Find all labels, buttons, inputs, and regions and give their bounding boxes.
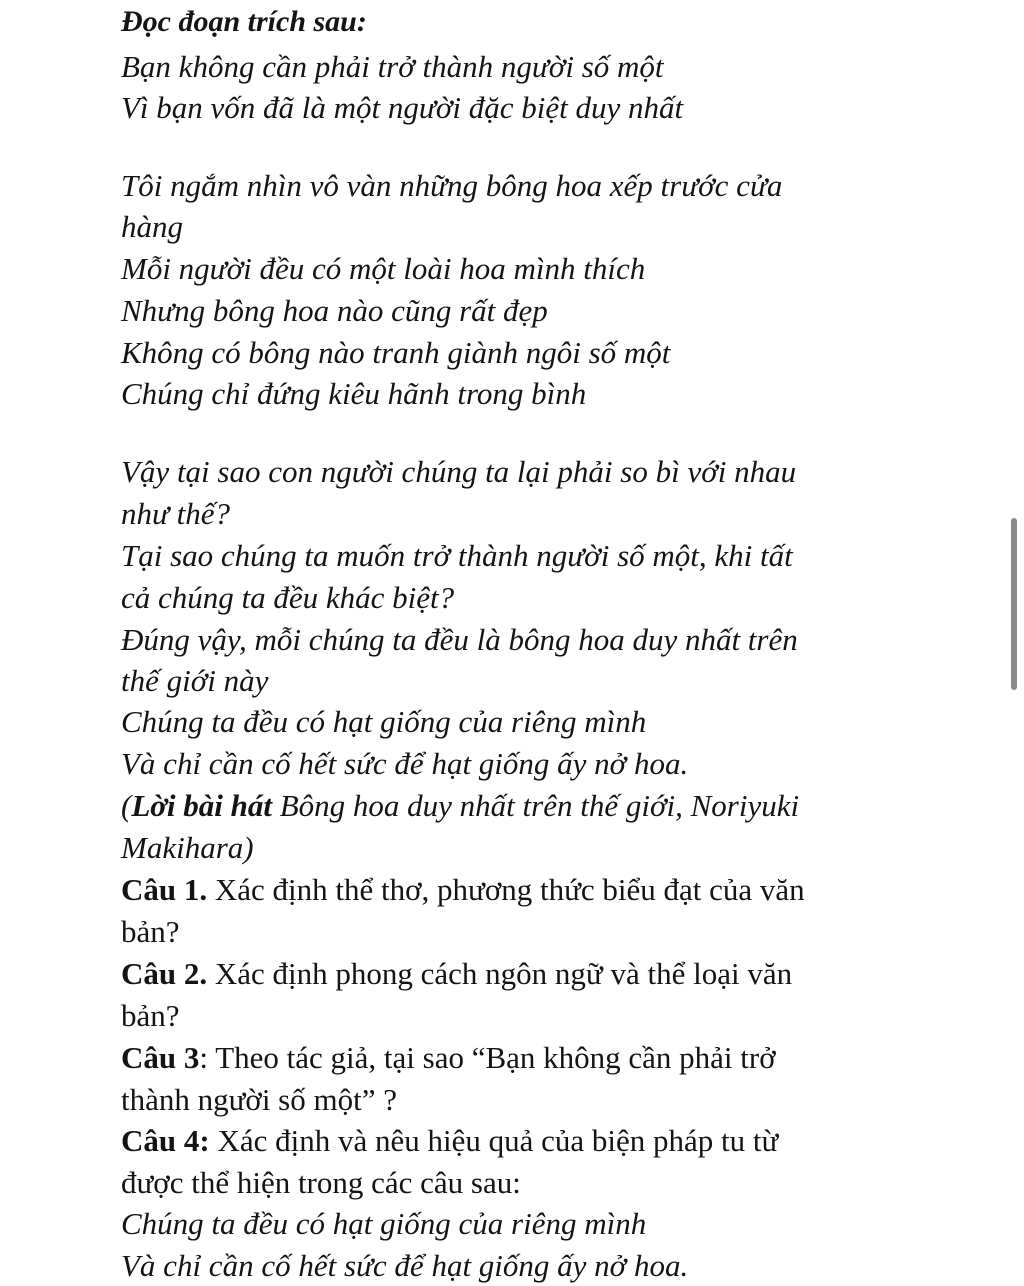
poem-line: như thế? [121, 496, 231, 531]
question-text: Xác định và nêu hiệu quả của biện pháp tu từ [209, 1123, 779, 1158]
source-citation [121, 786, 799, 826]
poem-line: Tôi ngắm nhìn vô vàn những bông hoa xếp trước cửa [121, 168, 783, 203]
question-text: Xác định thể thơ, phương thức biểu đạt của văn [207, 872, 805, 907]
poem-line: Nhưng bông hoa nào cũng rất đẹp [121, 293, 548, 328]
poem-line: Chúng chỉ đứng kiêu hãnh trong bình [121, 376, 587, 411]
poem-line: cả chúng ta đều khác biệt? [121, 580, 455, 615]
quoted-line: Chúng ta đều có hạt giống của riêng mình [121, 1206, 647, 1241]
question-label: Câu 2. [121, 956, 208, 991]
question-3 [121, 1038, 776, 1078]
source-text: Bông hoa duy nhất trên thế giới, Noriyuki [271, 788, 800, 823]
poem-line: hàng [121, 209, 183, 244]
poem-line: Đúng vậy, mỗi chúng ta đều là bông hoa duy nhất trên [121, 622, 798, 657]
question-4-cont: được thể hiện trong các câu sau: [121, 1165, 521, 1200]
poem-line: Vì bạn vốn đã là một người đặc biệt duy nhất [121, 90, 684, 125]
source-open-paren: ( [121, 788, 132, 823]
question-text: Xác định phong cách ngôn ngữ và thể loại văn [207, 956, 793, 991]
question-label: Câu 4: [121, 1123, 210, 1158]
question-2-cont: bản? [121, 998, 180, 1033]
question-4 [121, 1121, 778, 1161]
source-label: Lời bài hát [131, 788, 272, 823]
poem-line: thế giới này [121, 663, 269, 698]
question-text: : Theo tác giả, tại sao “Bạn không cần phải trở [199, 1040, 776, 1075]
poem-line: Bạn không cần phải trở thành người số một [121, 49, 664, 84]
poem-line: Chúng ta đều có hạt giống của riêng mình [121, 704, 647, 739]
poem-line: Không có bông nào tranh giành ngôi số một [121, 335, 671, 370]
question-label: Câu 1. [121, 872, 208, 907]
question-2 [121, 954, 792, 994]
question-1 [121, 870, 805, 910]
question-3-cont: thành người số một” ? [121, 1082, 397, 1117]
poem-line: Mỗi người đều có một loài hoa mình thích [121, 251, 646, 286]
quoted-line: Và chỉ cần cố hết sức để hạt giống ấy nở hoa. [121, 1248, 689, 1283]
source-citation-cont: Makihara) [121, 830, 254, 865]
poem-line: Tại sao chúng ta muốn trở thành người số một, khi tất [121, 538, 793, 573]
vertical-scrollbar[interactable] [1011, 518, 1017, 690]
poem-line: Và chỉ cần cố hết sức để hạt giống ấy nở hoa. [121, 746, 689, 781]
question-1-cont: bản? [121, 914, 180, 949]
question-label: Câu 3 [121, 1040, 200, 1075]
poem-line: Vậy tại sao con người chúng ta lại phải so bì với nhau [121, 454, 797, 489]
document-heading: Đọc đoạn trích sau: [121, 5, 367, 38]
